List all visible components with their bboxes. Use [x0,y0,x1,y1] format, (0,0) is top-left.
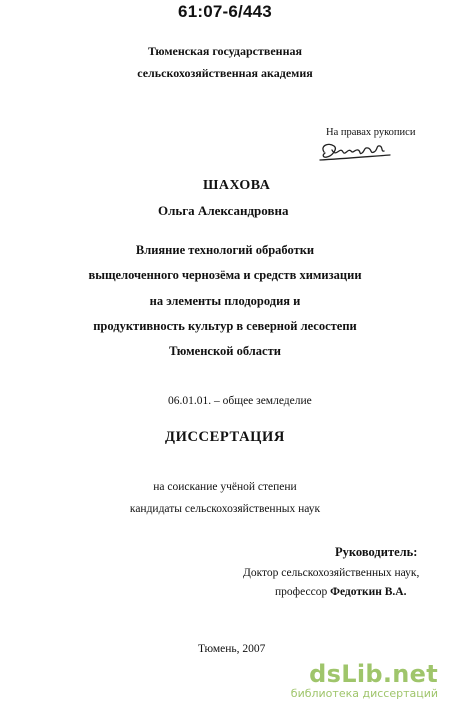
document-type-heading: ДИССЕРТАЦИЯ [165,429,285,445]
organization-line-1: Тюменская государственная [147,44,303,58]
city-year: Тюмень, 2007 [198,643,266,655]
supervisor-title-name [275,586,406,598]
organization-line-2: сельскохозяйственная академия [137,66,313,80]
specialty-code: 06.01.01. – общее земледелие [168,395,312,407]
watermark-subtitle: библиотека диссертаций [290,687,438,700]
author-surname: ШАХОВА [203,178,271,193]
author-full-name: Ольга Александровна [158,203,289,218]
supervisor-degree: Доктор сельскохозяйственных наук, [243,567,420,579]
dissertation-title-line-3: на элементы плодородия и [149,294,301,308]
dissertation-title-line-4: продуктивность культур в северной лесостепи [93,319,357,333]
supervisor-title: профессор [275,586,328,598]
supervisor-label: Руководитель: [335,545,418,559]
handwritten-signature [318,138,393,164]
supervisor-name: Федоткин В.А. [330,586,407,598]
dissertation-title-line-1: Влияние технологий обработки [135,243,315,257]
manuscript-rights-note: На правах рукописи [326,127,416,138]
dissertation-title-line-2: выщелоченного чернозёма и средств химизации [88,268,362,282]
catalog-number: 61:07-6/443 [178,2,272,21]
degree-line-1: на соискание учёной степени [153,481,297,493]
degree-line-2: кандидаты сельскохозяйственных наук [129,503,321,515]
dissertation-title-line-5: Тюменской области [169,344,281,358]
watermark-logo: dsLib.net [309,660,438,688]
watermark [278,660,448,706]
